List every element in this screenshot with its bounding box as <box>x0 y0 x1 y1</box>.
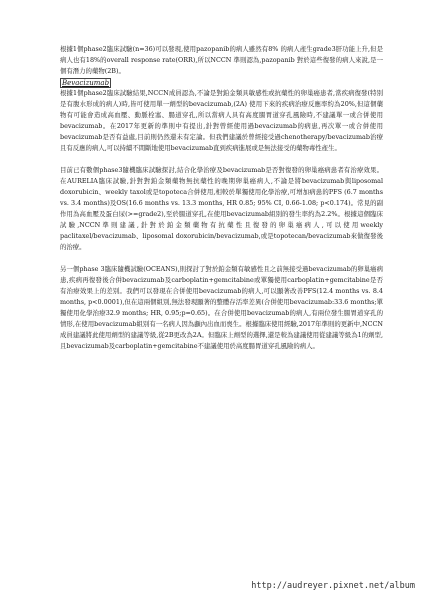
paragraph-oceans-trial: 另一個phase 3臨床隨機試驗(OCEANS),則探討了對於鉑金類有敏感性且之前無接受過bevacizumab的卵巢癌病患,疾病再復發後合併bevacizumab及carboplatin+gemcitabine或單獨使用carboplatin+gemcitabine是否有治療效果上的差別。我們可以發現在合併使用bevacizumab的病人,可以顯著改善PFS(12.4 months vs. 8.4 months, p<0.0001),但在這兩個組別,無法發現顯著的整體存活率差異(合併使用bevacizumab:33.6 months;單獨使用化學治療32.9 months; HR, 0.95;p=0.65)。在合併使用bevacizumab的病人,有兩位發生腸胃道穿孔的情形,在使用bevacizumab組別有一名病人因為顱內出血而喪生。根據臨床使用經驗,2017年準則的更新中,NCCN成員建議將此使用劑型的建議等級,從2B更改為2A。但臨床上劑型的選擇,還是較為建議使用從建議等級為1的劑型,且bevacizumab及carboplatin+gemcitabine不建議使用於高度腸胃道穿孔風險的病人。 <box>60 265 383 350</box>
paragraph-spacer <box>60 253 383 264</box>
paragraph-pazopanib: 根據1個phase2臨床試驗(n=36)可以發現,使用pazopanib的病人雖然有8% 的病人產生grade3肝功能上升,但是病人也有18%的overall response rate(ORR),所以NCCN 準則認為,pazopanib 對於這些復發的病人來說,是一個有潛力的藥物(2B)。 <box>60 45 383 75</box>
section-heading-bevacizumab <box>60 79 383 87</box>
watermark-url: http://audreyer.pixnet.net/album <box>251 581 415 591</box>
paragraph-spacer <box>60 154 383 165</box>
paragraph-bevacizumab-single: 根據1個phase2臨床試驗結果,NCCN成員認為,不論是對鉑金類具敏感性或抗藥性的卵巢癌患者,當疾病復發(特別是有腹水形成的病人)時,皆可使用單一劑型的bevacizumab,(2A) 使用下來的疾病治療反應率約為20%,但這個藥物有可能會造成高血壓、動脈栓塞、腸道穿孔,所以當病人具有高度腸胃道穿孔風險時,不建議單一或合併使用bevacizumab。在2017年更新的準則中有提出,針對曾經使用過bevacizumab的病患,再次單一或合併使用bevacizumab是否有益處,目前則仍然還未有定論。但我們建議於曾經接受過chenotherapy/bevacizumab治療且有反應的病人,可以持續不間斷地使用bevacizumab直到疾病進展或是無法接受的藥物毒性產生。 <box>60 89 383 152</box>
paragraph-aurelia-trial: 目前已有數個phase3隨機臨床試驗探討,結合化學治療及bevacizumab是否對復發的卵巢癌病患者有治療效果。在AURELIA臨床試驗,針對對鉑金類藥物無抗藥性的晚期卵巢癌病人,不論是將bevacizumab與liposomal doxorubicin、weekly taxol或是topoteca合併使用,相較於單獨使用化學治療,可增加病患的PFS (6.7 months vs. 3.4 months)及OS(16.6 months vs. 13.3 months, HR 0.85; 95% CI, 0.66-1.08; p<0.174)。常見的副作用為高血壓及蛋白尿(>=grade2),至於腸道穿孔,在使用bevacizumab組別的發生率約為2.2%。根據這個臨床試驗,NCCN準則建議,針對於鉑金類藥物有抗藥性且復發的卵巢癌病人,可以使用weekly paclitaxel/bevacizumab、liposomal doxorubicin/bevacizumab,或是topotecan/bevacizumab來做復發後的治療。 <box>60 166 383 251</box>
heading-label: Bevacizumab <box>62 79 110 87</box>
